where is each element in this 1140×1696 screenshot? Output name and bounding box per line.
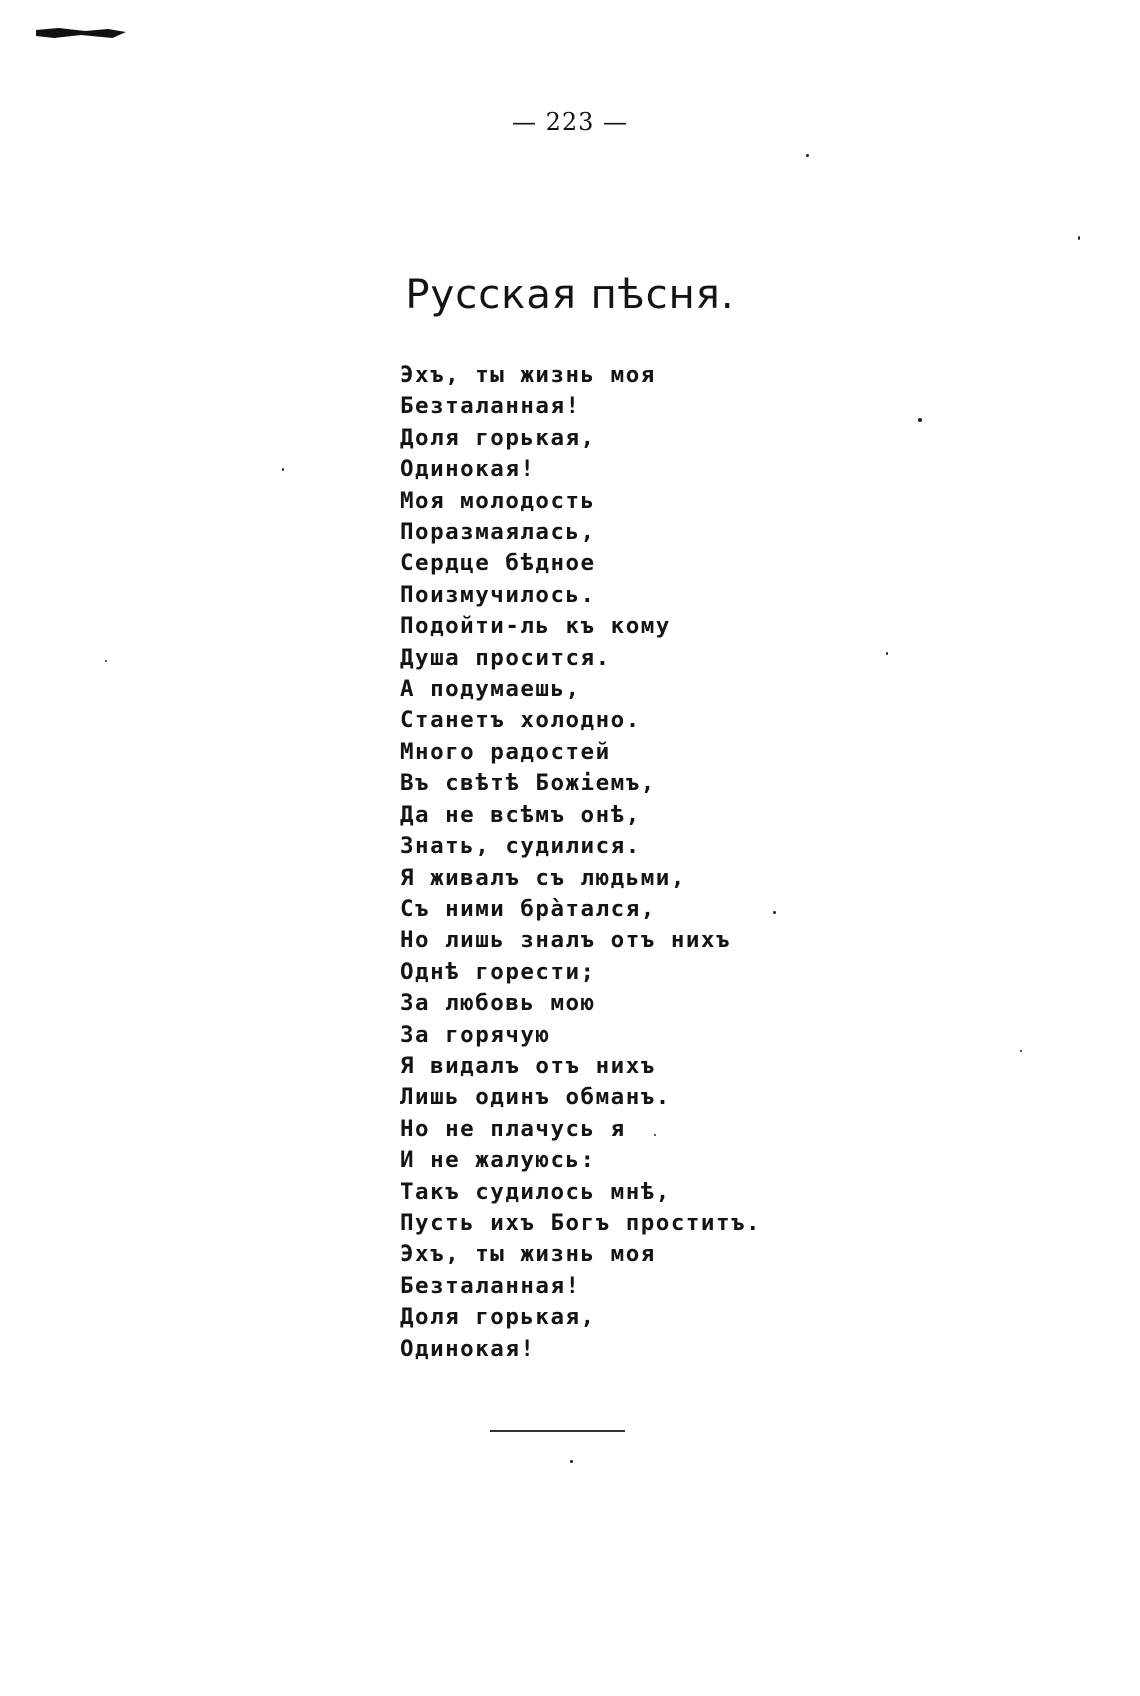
poem-line: За любовь мою (400, 990, 596, 1017)
poem-line: Безталанная! (400, 1272, 581, 1299)
scan-speck (105, 660, 107, 662)
poem-line: Доля горькая, (400, 1304, 596, 1331)
scan-speck (282, 468, 284, 471)
poem-line: Много радостей (400, 738, 611, 765)
poem-line: Но лишь зналъ отъ нихъ (400, 927, 732, 954)
scan-speck (570, 1460, 573, 1463)
poem-line: Я видалъ отъ нихъ (400, 1052, 656, 1079)
poem-line: И не жалуюсь: (400, 1147, 596, 1174)
poem-line: Одинокая! (400, 456, 536, 483)
poem-body (400, 360, 761, 1365)
poem-line: Поизмучилось. (400, 581, 596, 608)
poem-line: Знать, судилися. (400, 833, 641, 860)
poem-line: Съ ними брàтался, (400, 895, 656, 922)
poem-line: А подумаешь, (400, 676, 581, 703)
poem-line: Доля горькая, (400, 424, 596, 451)
poem-line: Да не всѣмъ онѣ, (400, 801, 641, 828)
poem-line: Но не плачусь я (400, 1115, 626, 1142)
scan-speck (918, 418, 922, 422)
scan-speck (886, 652, 888, 655)
poem-line: Эхъ, ты жизнь моя (400, 1241, 656, 1268)
scan-speck (806, 154, 809, 157)
poem-line: Душа просится. (400, 644, 611, 671)
poem-line: За горячую (400, 1021, 551, 1048)
poem-line: Сердце бѣдное (400, 550, 596, 577)
poem-line: Станетъ холодно. (400, 707, 641, 734)
poem-line: Пусть ихъ Богъ проститъ. (400, 1209, 762, 1236)
scan-speck (773, 911, 776, 914)
poem-line: Лишь одинъ обманъ. (400, 1084, 671, 1111)
end-rule (490, 1430, 625, 1432)
scan-speck (654, 1134, 656, 1136)
scan-speck (1020, 1050, 1022, 1052)
poem-line: Я живалъ съ людьми, (400, 864, 686, 891)
poem-line: Безталанная! (400, 393, 581, 420)
poem-line: Поразмаялась, (400, 519, 596, 546)
poem-line: Однѣ горести; (400, 958, 596, 985)
poem-line: Такъ судилось мнѣ, (400, 1178, 671, 1205)
scan-speck (1078, 236, 1080, 240)
poem-line: Подойти-ль къ кому (400, 613, 671, 640)
page-number: — 223 — (511, 108, 629, 136)
poem-line: Одинокая! (400, 1335, 536, 1362)
poem-line: Въ свѣтѣ Божіемъ, (400, 770, 656, 797)
poem-line: Моя молодость (400, 487, 596, 514)
scan-ink-mark (36, 28, 126, 38)
poem-line: Эхъ, ты жизнь моя (400, 362, 656, 388)
poem-title: Русская пѣсня. (405, 272, 735, 318)
